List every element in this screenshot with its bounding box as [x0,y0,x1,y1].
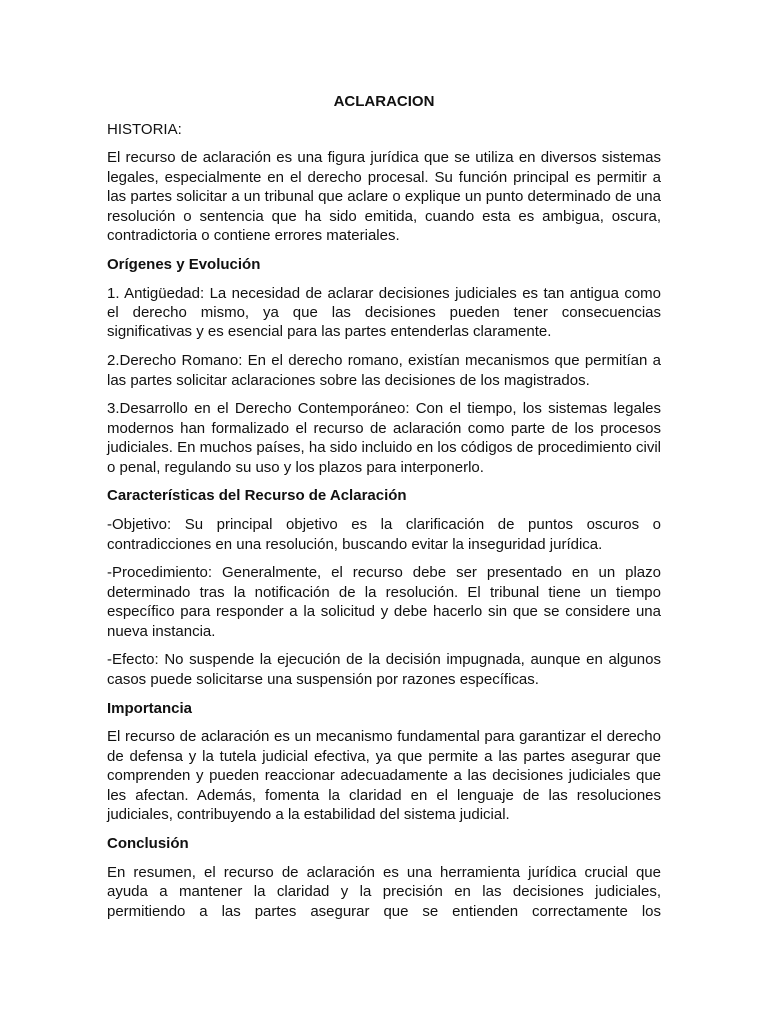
importance-heading: Importancia [107,699,193,717]
conclusion-paragraph: En resumen, el recurso de aclaración es una herramienta jurídica crucial que ayuda a mantener la claridad y la precisión en las decisiones judiciales, permitiendo a las partes asegurar que se entienden correctamente los [107,863,661,920]
document-title: ACLARACION [333,93,435,110]
origins-paragraph: 1. Antigüedad: La necesidad de aclarar decisiones judiciales es tan antigua como el derecho mismo, ya que las decisiones pueden tener consecuencias significativas y es esencial para las partes entenderlas claramente. [107,284,661,341]
conclusion-heading: Conclusión [107,834,189,852]
document-page [107,92,661,930]
origins-heading: Orígenes y Evolución [107,255,261,273]
characteristics-paragraph: -Procedimiento: Generalmente, el recurso debe ser presentado en un plazo determinado tras la notificación de la resolución. El tribunal tiene un tiempo específico para responder a la solicitud y debe hacerlo sin que se considere una nueva instancia. [107,564,661,640]
characteristics-heading: Características del Recurso de Aclaración [107,487,407,505]
history-label: HISTORIA: [107,121,182,138]
characteristics-paragraph: -Efecto: No suspende la ejecución de la decisión impugnada, aunque en algunos casos puede solicitarse una suspensión por razones específicas. [107,651,661,688]
importance-paragraph: El recurso de aclaración es un mecanismo fundamental para garantizar el derecho de defensa y la tutela judicial efectiva, ya que permite a las partes asegurar que comprenden y pueden reaccionar adecuadamente a las decisiones judiciales que les afectan. Además, fomenta la claridad en el lenguaje de las resoluciones judiciales, contribuyendo a la estabilidad del sistema judicial. [107,728,661,824]
origins-paragraph: 2.Derecho Romano: En el derecho romano, existían mecanismos que permitían a las partes solicitar aclaraciones sobre las decisiones de los magistrados. [107,352,661,389]
characteristics-paragraph: -Objetivo: Su principal objetivo es la clarificación de puntos oscuros o contradicciones en una resolución, buscando evitar la inseguridad jurídica. [107,516,661,553]
origins-paragraph: 3.Desarrollo en el Derecho Contemporáneo: Con el tiempo, los sistemas legales modernos han formalizado el recurso de aclaración como parte de los procesos judiciales. En muchos países, ha sido incluido en los códigos de procedimiento civil o penal, regulando su uso y los plazos para interponerlo. [107,400,661,476]
intro-paragraph: El recurso de aclaración es una figura jurídica que se utiliza en diversos sistemas legales, especialmente en el derecho procesal. Su función principal es permitir a las partes solicitar a un tribunal que aclare o explique un punto determinado de una resolución o sentencia que ha sido emitida, cuando esta es ambigua, oscura, contradictoria o contiene errores materiales. [107,149,661,245]
